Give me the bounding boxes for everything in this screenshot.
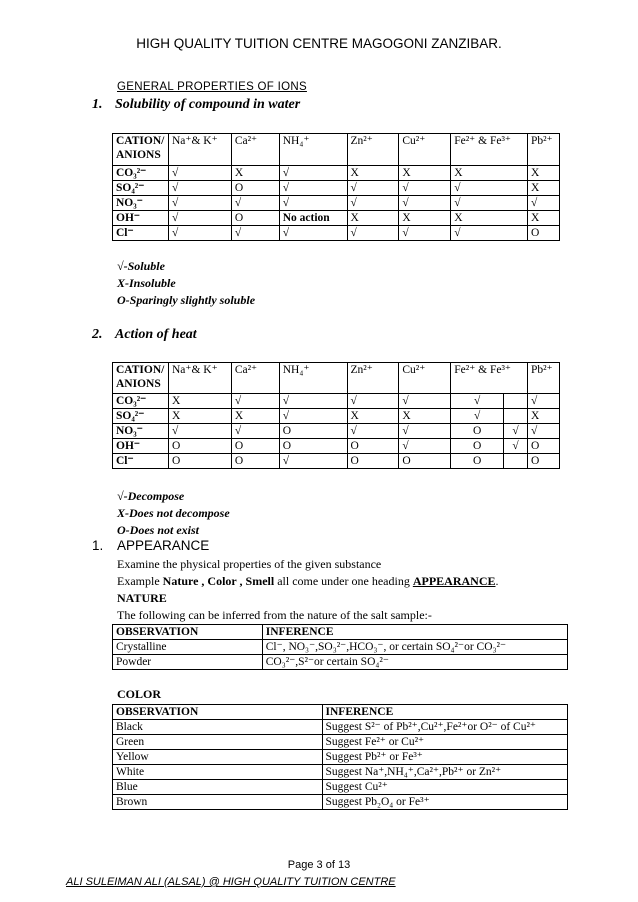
table-cell: No action — [279, 211, 347, 226]
table-cell: White — [113, 765, 323, 780]
table-cell: X — [231, 166, 279, 181]
table-cell — [504, 394, 528, 409]
table-cell: √ — [527, 394, 559, 409]
header-cell: INFERENCE — [322, 705, 567, 720]
table-cell: √ — [168, 196, 231, 211]
table-cell: √ — [527, 196, 559, 211]
table-row — [113, 181, 560, 196]
table-cell: CO₃²⁻,S²⁻or certain SO₄²⁻ — [262, 655, 567, 670]
table-cell: OH⁻ — [113, 439, 169, 454]
header-cell: INFERENCE — [262, 625, 567, 640]
table-cell: √ — [231, 424, 279, 439]
table-cell: O — [527, 439, 559, 454]
header-cell: NH₄⁺ — [279, 134, 347, 166]
page-number: Page 3 of 13 — [287, 859, 351, 871]
table-cell: √ — [279, 409, 347, 424]
table-cell: Suggest Na⁺,NH₄⁺,Ca²⁺,Pb²⁺ or Zn²⁺ — [322, 765, 567, 780]
legend-item: √-Decompose — [117, 489, 185, 503]
header-cell: NH₄⁺ — [279, 363, 347, 394]
table-cell: Cl⁻ — [113, 454, 169, 469]
header-cell: Pb²⁺ — [527, 363, 559, 394]
table-cell: √ — [231, 226, 279, 241]
table-cell: X — [399, 409, 451, 424]
table-cell: O — [231, 211, 279, 226]
table-cell: √ — [168, 211, 231, 226]
header-cell: CATION/ ANIONS — [113, 134, 169, 166]
color-table — [112, 704, 568, 810]
table-cell: √ — [399, 181, 451, 196]
table-cell: √ — [231, 196, 279, 211]
table-cell: O — [279, 424, 347, 439]
header-cell: OBSERVATION — [113, 625, 263, 640]
table-cell: √ — [279, 196, 347, 211]
table-row — [113, 166, 560, 181]
legend-item: O-Does not exist — [117, 523, 199, 537]
table-cell: O — [168, 439, 231, 454]
table-cell: Green — [113, 735, 323, 750]
table-cell: O — [527, 454, 559, 469]
table-cell: O — [451, 439, 504, 454]
table-cell: √ — [451, 181, 528, 196]
header-cell: Na⁺& K⁺ — [168, 363, 231, 394]
table-cell: Powder — [113, 655, 263, 670]
header-cell: CATION/ ANIONS — [113, 363, 169, 394]
footer-text: ALI SULEIMAN ALI (ALSAL) @ HIGH QUALITY TUITION CENTRE — [66, 876, 396, 888]
table-cell: X — [231, 409, 279, 424]
table-cell: X — [451, 166, 528, 181]
nature-intro: The following can be inferred from the nature of the salt sample:- — [117, 608, 432, 622]
table-cell: X — [527, 211, 559, 226]
header-cell: Ca²⁺ — [231, 134, 279, 166]
table-cell: √ — [347, 226, 399, 241]
table-header-row — [113, 363, 560, 394]
appearance-heading — [92, 538, 209, 553]
table-cell: X — [451, 211, 528, 226]
table-cell: √ — [279, 181, 347, 196]
table-row — [113, 655, 568, 670]
table-cell: √ — [279, 226, 347, 241]
table-row — [113, 409, 560, 424]
section2-title: Action of heat — [115, 327, 197, 342]
appearance-number: 1. — [92, 538, 104, 553]
table-cell: √ — [347, 181, 399, 196]
table-cell: Crystalline — [113, 640, 263, 655]
table-cell: O — [347, 454, 399, 469]
table-cell: O — [451, 454, 504, 469]
table-cell: Brown — [113, 795, 323, 810]
table-cell: NO₃⁻ — [113, 196, 169, 211]
table-cell: CO₃²⁻ — [113, 166, 169, 181]
table-row — [113, 196, 560, 211]
nature-table — [112, 624, 568, 670]
table-cell: X — [527, 166, 559, 181]
appearance-line2 — [117, 573, 499, 590]
table-cell: √ — [168, 166, 231, 181]
table-cell: O — [451, 424, 504, 439]
table-cell: Yellow — [113, 750, 323, 765]
table-cell: X — [527, 181, 559, 196]
page-header: HIGH QUALITY TUITION CENTRE MAGOGONI ZANZIBAR. — [136, 36, 502, 51]
table-cell: Cl⁻ — [113, 226, 169, 241]
table-row — [113, 795, 568, 810]
header-cell: Pb²⁺ — [527, 134, 559, 166]
header-cell: OBSERVATION — [113, 705, 323, 720]
legend-heat — [117, 488, 230, 539]
table-cell: √ — [347, 424, 399, 439]
header-cell: Fe²⁺ & Fe³⁺ — [451, 363, 528, 394]
table-cell: Black — [113, 720, 323, 735]
table-cell: Blue — [113, 780, 323, 795]
text-span: APPEARANCE — [412, 574, 496, 588]
table-cell: O — [347, 439, 399, 454]
table-cell: √ — [451, 409, 504, 424]
table-cell: X — [168, 409, 231, 424]
table-row — [113, 780, 568, 795]
table-cell: X — [347, 409, 399, 424]
nature-title: NATURE — [117, 591, 167, 605]
table-cell — [504, 409, 528, 424]
table-cell: √ — [231, 394, 279, 409]
table-header-row — [113, 705, 568, 720]
section1-title: Solubility of compound in water — [115, 97, 301, 112]
legend-item: √-Soluble — [117, 259, 165, 273]
table-cell: Suggest Fe²⁺ or Cu²⁺ — [322, 735, 567, 750]
appearance-line1: Examine the physical properties of the given substance — [117, 557, 382, 571]
table-cell: X — [399, 211, 451, 226]
table-cell: √ — [168, 226, 231, 241]
table-cell: X — [527, 409, 559, 424]
table-row — [113, 439, 560, 454]
section1-number: 1. — [92, 97, 103, 112]
table-cell: O — [399, 454, 451, 469]
table-cell: Cl⁻, NO₃⁻,SO₃²⁻,HCO₃⁻, or certain SO₄²⁻or CO₃²⁻ — [262, 640, 567, 655]
table-cell: SO₄²⁻ — [113, 181, 169, 196]
table-cell: √ — [168, 181, 231, 196]
legend-item: X-Insoluble — [117, 276, 176, 290]
table-cell: Suggest S²⁻ of Pb²⁺,Cu²⁺,Fe²⁺or O²⁻ of Cu²⁺ — [322, 720, 567, 735]
table-cell: √ — [504, 424, 528, 439]
header-cell: Fe²⁺ & Fe³⁺ — [451, 134, 528, 166]
table-cell: √ — [399, 424, 451, 439]
table-row — [113, 226, 560, 241]
table-row — [113, 394, 560, 409]
header-cell: Ca²⁺ — [231, 363, 279, 394]
table-row — [113, 720, 568, 735]
table-cell: √ — [504, 439, 528, 454]
appearance-title: APPEARANCE — [117, 538, 210, 553]
header-cell: Cu²⁺ — [399, 134, 451, 166]
header-cell: Zn²⁺ — [347, 363, 399, 394]
table-cell: √ — [347, 394, 399, 409]
table-cell: X — [347, 166, 399, 181]
table-cell: Suggest Pb₂O₄ or Fe³⁺ — [322, 795, 567, 810]
table-cell: √ — [399, 196, 451, 211]
table-cell: O — [231, 454, 279, 469]
subheading: GENERAL PROPERTIES OF IONS — [117, 81, 307, 93]
text-span: Nature , Color , Smell — [162, 574, 275, 588]
table-cell: √ — [451, 196, 528, 211]
table-cell: Suggest Pb²⁺ or Fe³⁺ — [322, 750, 567, 765]
table-cell: √ — [279, 394, 347, 409]
table-cell: O — [231, 439, 279, 454]
table-header-row — [113, 134, 560, 166]
heat-table — [112, 362, 560, 469]
table-cell: √ — [527, 424, 559, 439]
table-cell: √ — [168, 424, 231, 439]
table-row — [113, 211, 560, 226]
table-cell: √ — [399, 394, 451, 409]
text-span: Example — [117, 574, 163, 588]
header-cell: Na⁺& K⁺ — [168, 134, 231, 166]
table-cell: Suggest Cu²⁺ — [322, 780, 567, 795]
table-cell: √ — [451, 394, 504, 409]
color-title: COLOR — [117, 687, 162, 701]
table-cell: NO₃⁻ — [113, 424, 169, 439]
legend-item: X-Does not decompose — [117, 506, 230, 520]
header-cell: Cu²⁺ — [399, 363, 451, 394]
table-row — [113, 750, 568, 765]
table-cell — [504, 454, 528, 469]
table-cell: √ — [279, 166, 347, 181]
table-row — [113, 640, 568, 655]
section1-heading — [92, 97, 300, 113]
table-cell: √ — [347, 196, 399, 211]
table-header-row — [113, 625, 568, 640]
text-span: . — [495, 574, 499, 588]
table-cell: CO₃²⁻ — [113, 394, 169, 409]
table-cell: SO₄²⁻ — [113, 409, 169, 424]
table-cell: O — [279, 439, 347, 454]
table-cell: X — [347, 211, 399, 226]
solubility-table — [112, 133, 560, 241]
legend-solubility — [117, 258, 255, 309]
table-cell: O — [168, 454, 231, 469]
section2-number: 2. — [92, 327, 103, 342]
legend-item: O-Sparingly slightly soluble — [117, 293, 256, 307]
table-cell: O — [527, 226, 559, 241]
table-row — [113, 454, 560, 469]
table-cell: √ — [399, 226, 451, 241]
header-cell: Zn²⁺ — [347, 134, 399, 166]
table-row — [113, 424, 560, 439]
table-cell: O — [231, 181, 279, 196]
text-span: all come under one heading — [274, 574, 413, 588]
table-row — [113, 735, 568, 750]
table-cell: √ — [399, 439, 451, 454]
table-cell: X — [168, 394, 231, 409]
table-cell: X — [399, 166, 451, 181]
table-cell: √ — [279, 454, 347, 469]
section2-heading — [92, 327, 197, 343]
table-row — [113, 765, 568, 780]
table-cell: OH⁻ — [113, 211, 169, 226]
table-cell: √ — [451, 226, 528, 241]
